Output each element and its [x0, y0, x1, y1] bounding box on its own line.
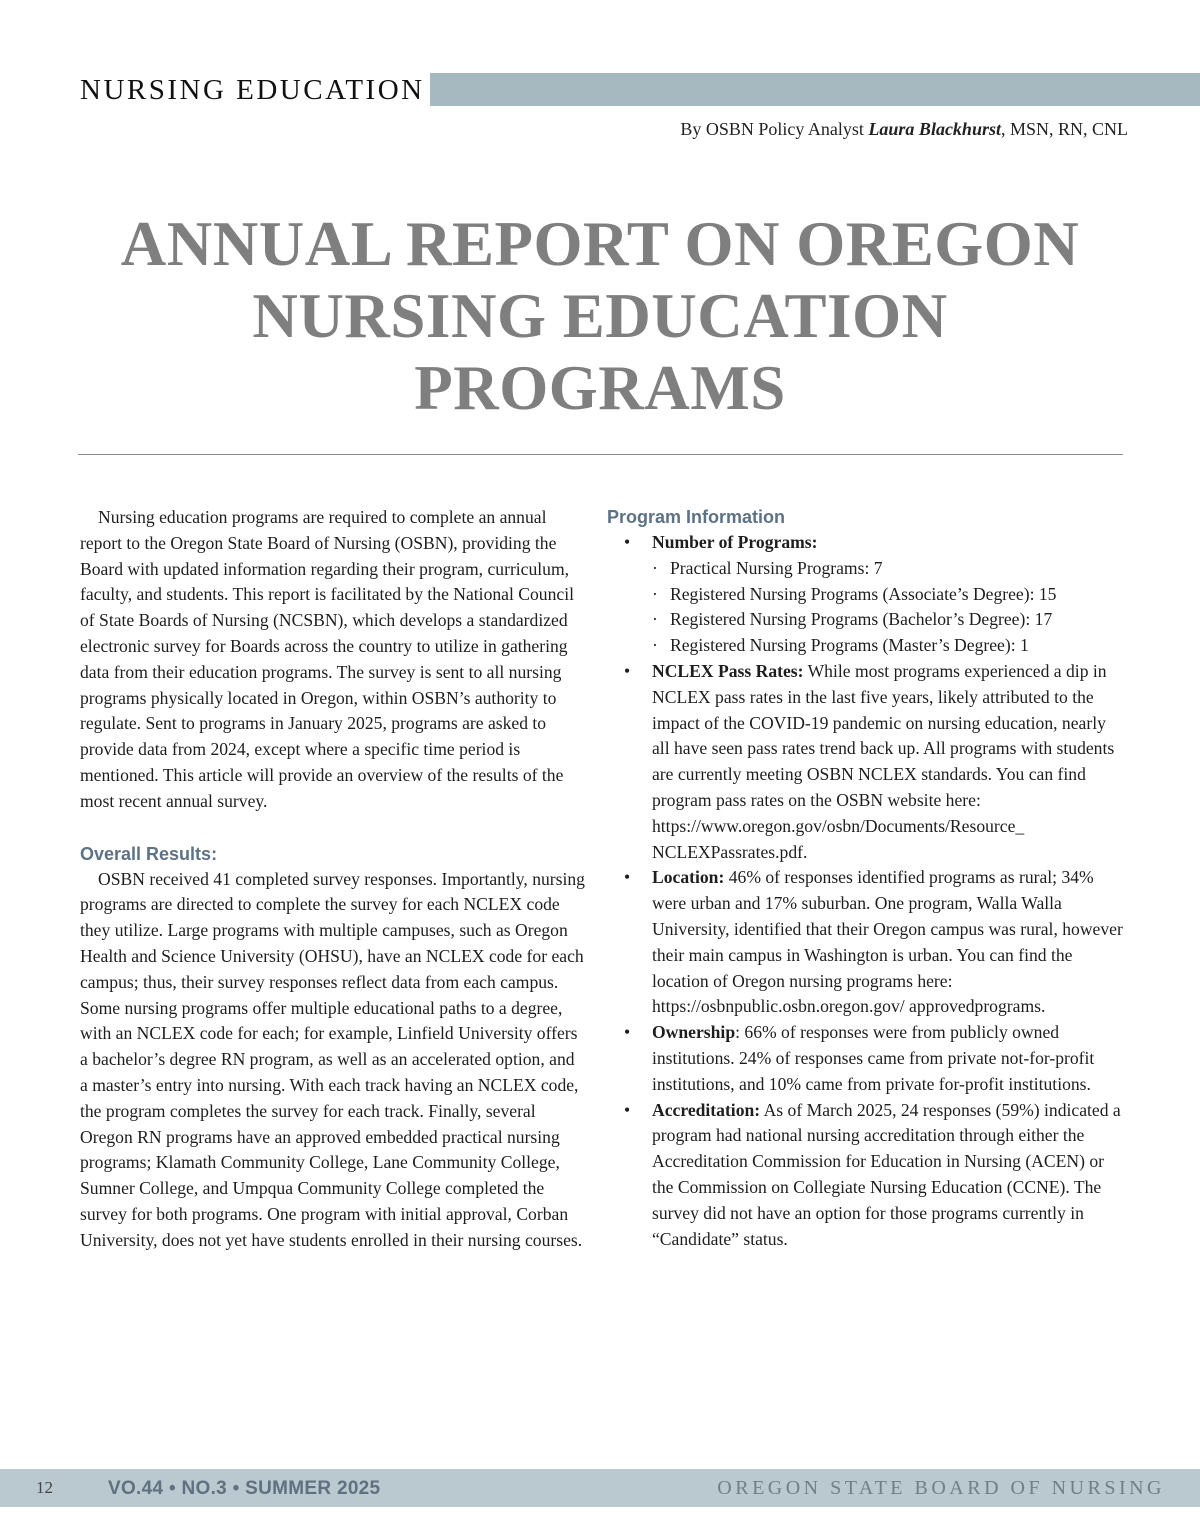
right-column: [607, 505, 1127, 1252]
page-number: 12: [36, 1478, 53, 1497]
accreditation-text: As of March 2025, 24 responses (59%) indicated a program had national nursing accreditation through either the Accreditation Commission for Education in Nursing (ACEN) or the Commission on Collegiate Nursing Education (CCNE). The survey did not have an option for those programs currently in “Candidate” status.: [652, 1099, 1121, 1249]
program-count-item: · Practical Nursing Programs: 7: [652, 556, 1127, 582]
program-info-list: [607, 530, 1127, 1252]
nclex-label: NCLEX Pass Rates:: [652, 660, 804, 681]
title-divider: [78, 454, 1123, 455]
nclex-text: While most programs experienced a dip in NCLEX pass rates in the last five years, likely attributed to the impact of the COVID-19 pandemic on nursing education, nearly all have seen pass rates trend back up. All programs with students are currently meeting OSBN NCLEX standards. You can find program pass rates on the OSBN website here: https://www.oregon.gov/osbn/Documents/Resource_ NCLEXPassrates.pdf.: [652, 660, 1115, 862]
location-label: Location:: [652, 867, 725, 888]
overall-results-paragraph: OSBN received 41 completed survey responses. Importantly, nursing programs are directed to complete the survey for each NCLEX code they utilize. Large programs with multiple campuses, such as Oregon Health and Science University (OHSU), have an NCLEX code for each campus; thus, their survey responses reflect data from each campus. Some nursing programs offer multiple educational paths to a degree, with an NCLEX code for each; for example, Linfield University offers a bachelor’s degree RN program, as well as an accelerated option, and a master’s entry into nursing. With each track having an NCLEX code, the program completes the survey for each track. Finally, several Oregon RN programs have an approved embedded practical nursing programs; Klamath Community College, Lane Community College, Sumner College, and Umpqua Community College completed the survey for both programs. One program with initial approval, Corban University, does not yet have students enrolled in their nursing courses.: [80, 868, 585, 1250]
accreditation-label: Accreditation:: [652, 1099, 761, 1120]
issue-info: VO.44 • NO.3 • SUMMER 2025: [108, 1478, 381, 1499]
section-label: NURSING EDUCATION: [80, 74, 425, 106]
program-count-item: · Registered Nursing Programs (Bachelor’s Degree): 17: [652, 607, 1127, 633]
number-of-programs-label: Number of Programs:: [652, 532, 818, 552]
location-text: 46% of responses identified programs as rural; 34% were urban and 17% suburban. One program, Walla Walla University, identified that their Oregon campus was rural, however their main campus in Washington is urban. You can find the location of Oregon nursing programs here: https://osbnpublic.osbn.oregon.gov/ approvedprograms.: [652, 867, 1123, 1017]
list-item-ownership: [607, 1020, 1127, 1097]
overall-results-heading: Overall Results:: [80, 843, 218, 864]
intro-paragraph: Nursing education programs are required to complete an annual report to the Oregon State Board of Nursing (OSBN), providing the Board with updated information regarding their program, curriculum, faculty, and students. This report is facilitated by the National Council of State Boards of Nursing (NCSBN), which develops a standardized electronic survey for Boards across the country to utilize in gathering data from their education programs. The survey is sent to all nursing programs physically located in Oregon, within OSBN’s authority to regulate. Sent to programs in January 2025, programs are asked to provide data from 2024, except where a specific time period is mentioned. This article will provide an overview of the results of the most recent annual survey.: [80, 507, 574, 811]
list-item-accreditation: [607, 1098, 1127, 1253]
section-accent-bar: [430, 73, 1200, 106]
program-count-item: · Registered Nursing Programs (Master’s Degree): 1: [652, 633, 1127, 659]
author-name: Laura Blackhurst: [868, 119, 1001, 139]
publisher-name: OREGON STATE BOARD OF NURSING: [717, 1477, 1165, 1499]
byline-prefix: By OSBN Policy Analyst: [680, 119, 869, 139]
list-item-number-of-programs: [607, 530, 1127, 659]
list-item-location: [607, 865, 1127, 1020]
list-item-nclex: [607, 659, 1127, 865]
author-credentials: , MSN, RN, CNL: [1000, 119, 1128, 139]
program-information-heading: Program Information: [607, 507, 786, 527]
left-column: [80, 505, 585, 1254]
program-counts-list: [652, 556, 1127, 659]
ownership-text: : 66% of responses were from publicly owned institutions. 24% of responses came from private not-for-profit institutions, and 10% came from private for-profit institutions.: [652, 1022, 1095, 1094]
article-title: ANNUAL REPORT ON OREGON NURSING EDUCATION PROGRAMS: [120, 209, 1080, 423]
program-count-item: · Registered Nursing Programs (Associate’s Degree): 15: [652, 582, 1127, 608]
ownership-label: Ownership: [652, 1022, 736, 1043]
byline: [680, 119, 1128, 140]
